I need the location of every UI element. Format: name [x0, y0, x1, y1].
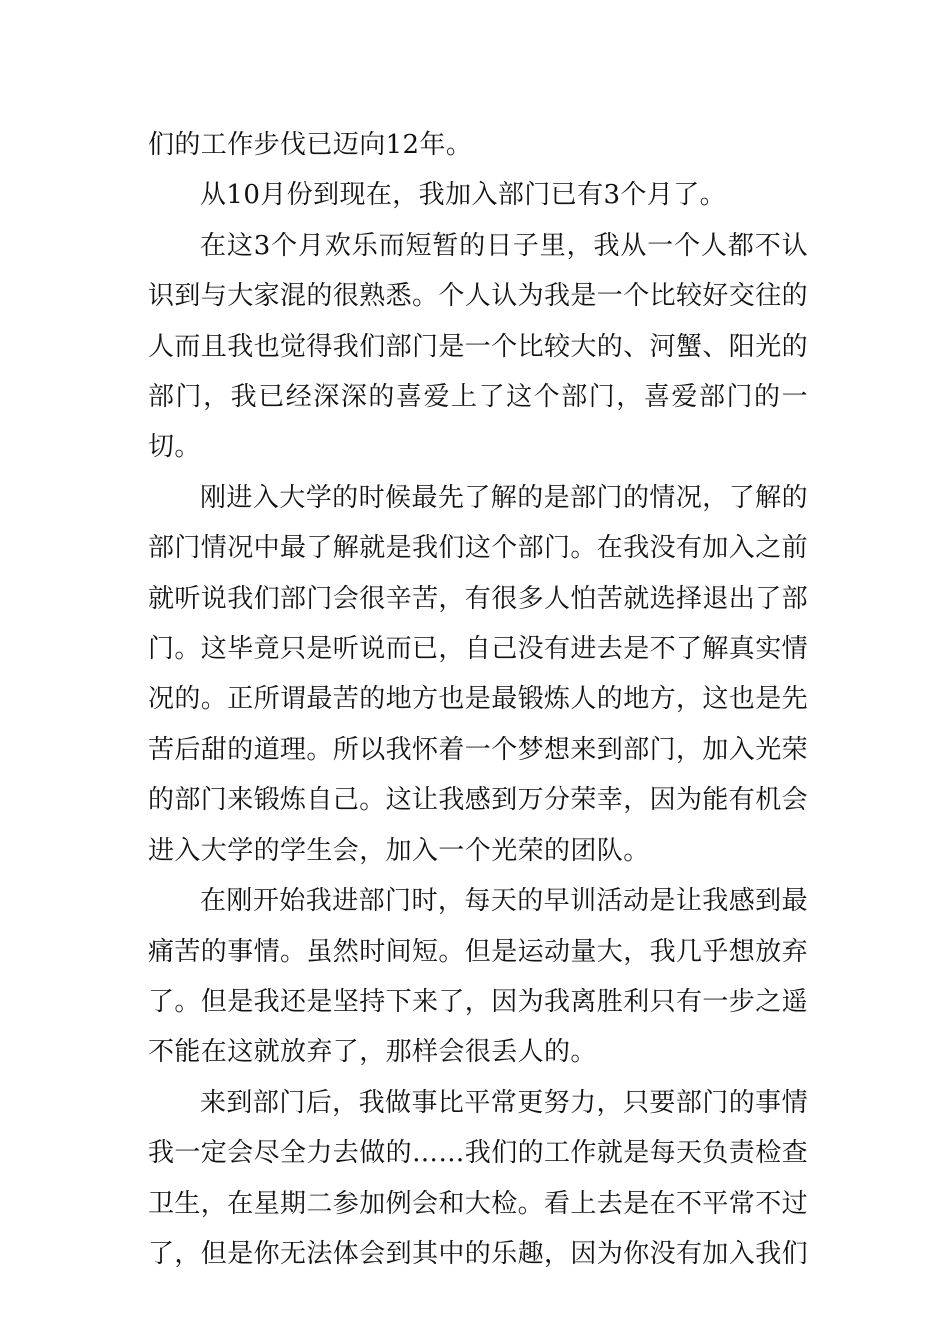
- document-body: [148, 120, 808, 1279]
- paragraph: 在刚开始我进部门时，每天的早训活动是让我感到最痛苦的事情。虽然时间短。但是运动量大，我几乎想放弃了。但是我还是坚持下来了，因为我离胜利只有一步之遥不能在这就放弃了，那样会很丢人的。: [148, 886, 809, 1068]
- paragraph: 在这3个月欢乐而短暂的日子里，我从一个人都不认识到与大家混的很熟悉。个人认为我是一个比较好交往的人而且我也觉得我们部门是一个比较大的、河蟹、阳光的部门，我已经深深的喜爱上了这个部门，喜爱部门的一切。: [148, 230, 809, 463]
- paragraph: 来到部门后，我做事比平常更努力，只要部门的事情我一定会尽全力去做的……我们的工作就是每天负责检查卫生，在星期二参加例会和大检。看上去是在不平常不过了，但是你无法体会到其中的乐趣，因为你没有加入我们: [148, 1087, 809, 1269]
- paragraph: 从10月份到现在，我加入部门已有3个月了。: [200, 180, 727, 211]
- paragraph: 刚进入大学的时候最先了解的是部门的情况，了解的部门情况中最了解就是我们这个部门。在我没有加入之前就听说我们部门会很辛苦，有很多人怕苦就选择退出了部门。这毕竟只是听说而已，自己没有进去是不了解真实情况的。正所谓最苦的地方也是最锻炼人的地方，这也是先苦后甜的道理。所以我怀着一个梦想来到部门，加入光荣的部门来锻炼自己。这让我感到万分荣幸，因为能有机会进入大学的学生会，加入一个光荣的团队。: [148, 482, 809, 866]
- paragraph-continuation: 们的工作步伐已迈向12年。: [148, 130, 473, 160]
